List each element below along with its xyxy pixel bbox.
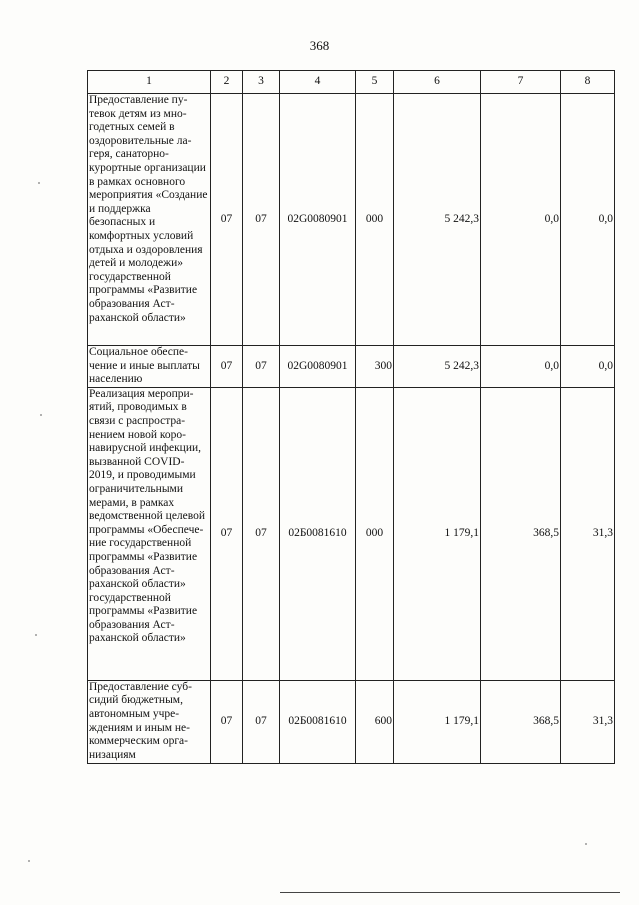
page-number: 368 [309,38,330,53]
row-name-cell: Социальное обеспечение и иные выплаты населению [88,346,211,388]
subsection-cell: 07 [243,346,280,388]
amount-cell: 5 242,3 [394,94,481,346]
header-cell-2: 2 [211,71,243,94]
section-cell: 07 [211,387,243,680]
header-cell-7: 7 [481,71,561,94]
scan-speck [585,843,587,845]
percent-cell: 0,0 [561,346,615,388]
section-cell: 07 [211,346,243,388]
expense-type-cell: 300 [356,346,394,388]
bottom-rule [280,892,620,893]
section-cell: 07 [211,680,243,763]
amount-cell: 1 179,1 [394,387,481,680]
executed-cell: 368,5 [481,387,561,680]
header-cell-1: 1 [88,71,211,94]
subsection-cell: 07 [243,387,280,680]
executed-cell: 368,5 [481,680,561,763]
scan-speck [28,860,30,862]
executed-cell: 0,0 [481,94,561,346]
table-row [88,94,615,346]
scan-speck [38,182,40,184]
target-article-cell: 02G0080901 [280,346,356,388]
executed-cell: 0,0 [481,346,561,388]
header-cell-8: 8 [561,71,615,94]
subsection-cell: 07 [243,680,280,763]
header-cell-4: 4 [280,71,356,94]
header-cell-3: 3 [243,71,280,94]
target-article-cell: 02G0080901 [280,94,356,346]
header-cell-6: 6 [394,71,481,94]
budget-table [87,70,615,764]
percent-cell: 31,3 [561,680,615,763]
percent-cell: 31,3 [561,387,615,680]
table-row [88,346,615,388]
percent-cell: 0,0 [561,94,615,346]
expense-type-cell: 000 [356,387,394,680]
scan-speck [35,634,37,636]
table-row [88,387,615,680]
header-cell-5: 5 [356,71,394,94]
expense-type-cell: 000 [356,94,394,346]
target-article-cell: 02Б0081610 [280,680,356,763]
section-cell: 07 [211,94,243,346]
row-name-cell: Предоставление субсидий бюджетным, автономным учреждениям и иным некоммерческим организациям [88,680,211,763]
subsection-cell: 07 [243,94,280,346]
amount-cell: 5 242,3 [394,346,481,388]
table-row [88,680,615,763]
row-name-cell: Предоставление путевок детям из многодетных семей в оздоровительные лагеря, санаторно-курортные организации в рамках основного мероприятия «Создание и поддержка безопасных и комфортных условий отдыха и оздоровления детей и молодежи» государственной программы «Развитие образования Астраханской области» [88,94,211,346]
amount-cell: 1 179,1 [394,680,481,763]
scan-speck [40,414,42,416]
expense-type-cell: 600 [356,680,394,763]
target-article-cell: 02Б0081610 [280,387,356,680]
row-name-cell: Реализация мероприятий, проводимых в связи с распространением новой коронавирусной инфекции, вызванной COVID-2019, и проводимыми ограничительными мерами, в рамках ведомственной целевой программы «Обеспечение государственной программы «Развитие образования Астраханской области» государственной программы «Развитие образования Астраханской области» [88,387,211,680]
header-row [88,71,615,94]
